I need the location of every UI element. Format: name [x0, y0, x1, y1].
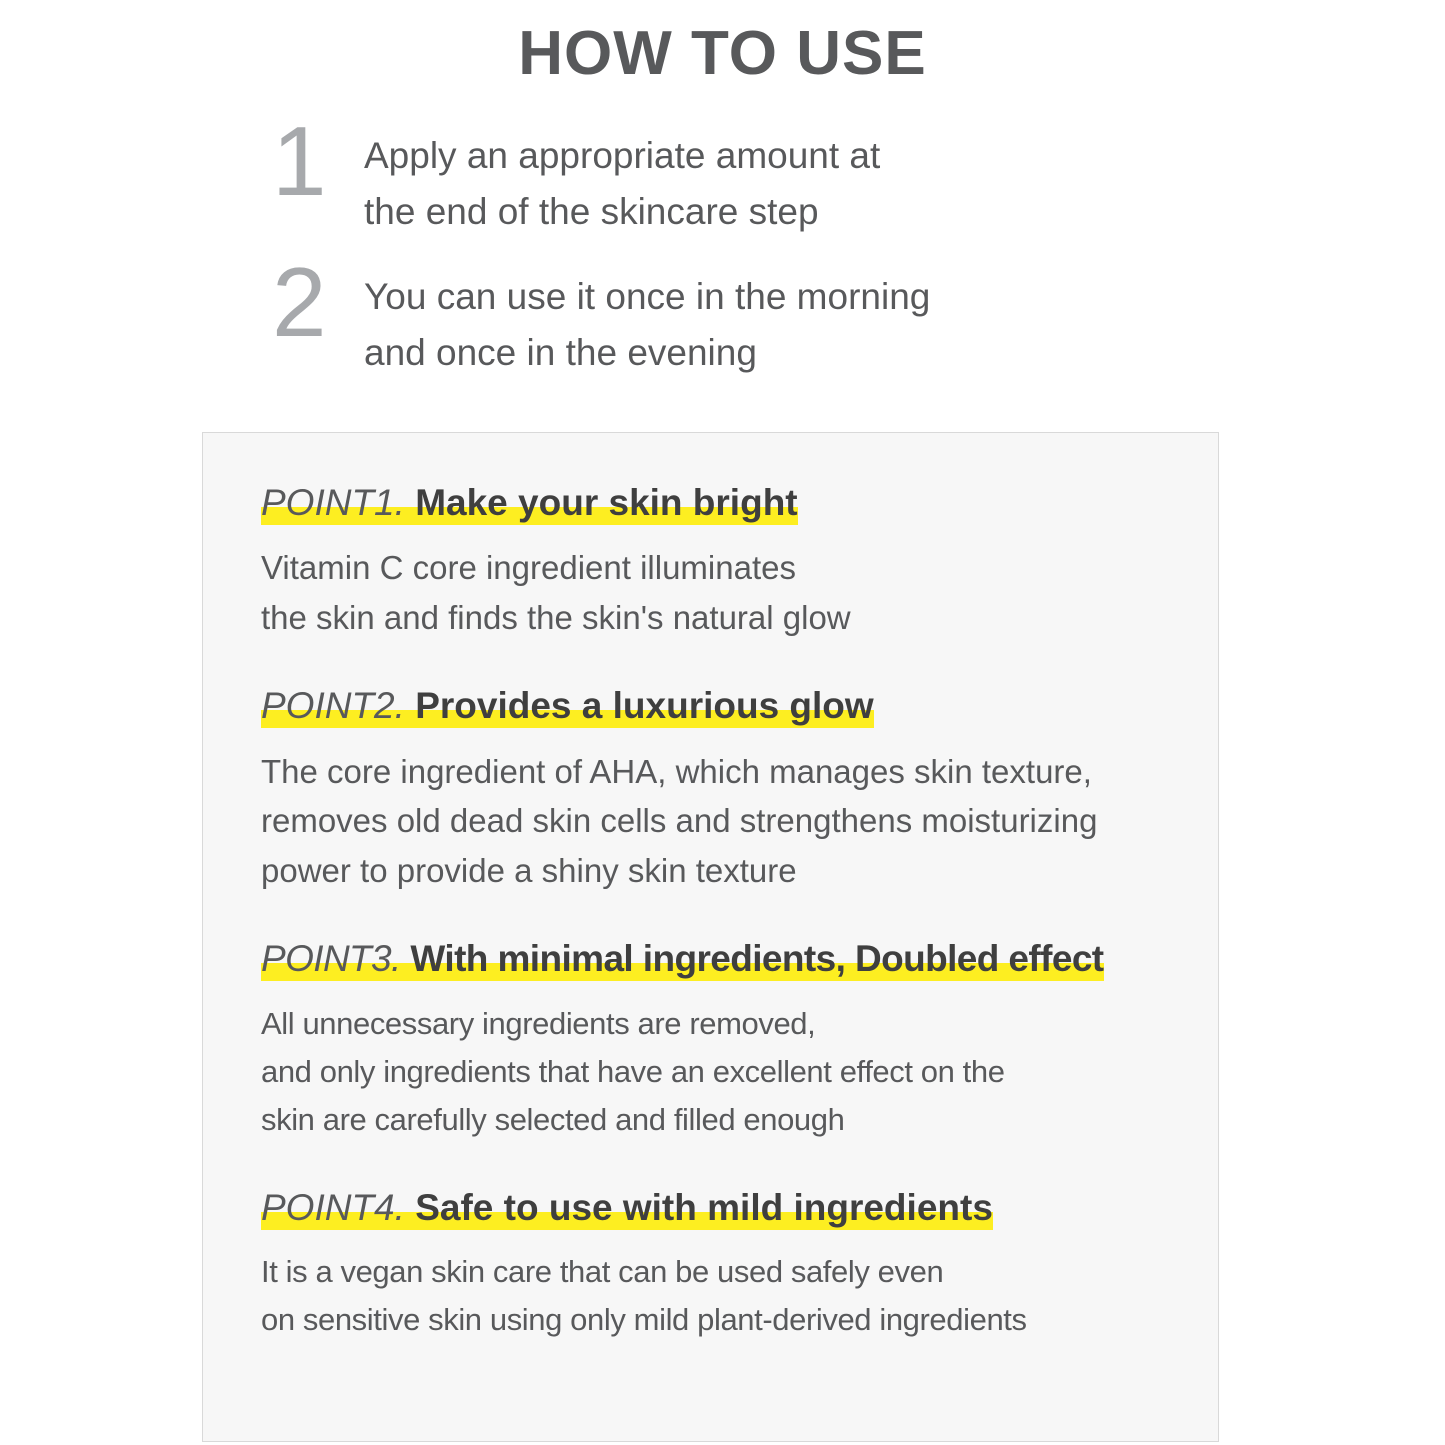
step-text-line: and once in the evening [364, 331, 757, 373]
point-heading-4 [261, 1186, 1160, 1230]
point-body-line: the skin and finds the skin's natural glow [261, 598, 851, 636]
step-text-line: Apply an appropriate amount at [364, 135, 881, 177]
step-number: 1 [272, 106, 327, 217]
step-text-line: You can use it once in the morning [364, 276, 931, 318]
point-label: POINT1. [261, 482, 405, 523]
steps-list [0, 106, 1445, 380]
point-body-line: skin are carefully selected and filled enough [261, 1101, 845, 1137]
point-highlight [261, 482, 798, 525]
point-label: POINT4. [261, 1186, 405, 1228]
point-body-line: Vitamin C core ingredient illuminates [261, 549, 796, 587]
step-text [364, 257, 930, 380]
step-item [272, 247, 1445, 380]
step-text [364, 116, 880, 239]
point-body-line: on sensitive skin using only mild plant-derived ingredients [261, 1302, 1027, 1338]
step-item [272, 106, 1445, 239]
step-text-line: the end of the skincare step [364, 190, 819, 232]
point-title: Make your skin bright [415, 482, 798, 523]
point-body-2 [261, 747, 1160, 896]
points-panel [202, 432, 1219, 1442]
point-heading-1 [261, 481, 1160, 525]
point-body-line: All unnecessary ingredients are removed, [261, 1005, 816, 1041]
point-body-4 [261, 1248, 1160, 1344]
point-title: Safe to use with mild ingredients [415, 1186, 993, 1228]
point-highlight [261, 685, 874, 728]
point-body-line: It is a vegan skin care that can be used safely even [261, 1254, 944, 1290]
point-title: With minimal ingredients, Doubled effect [410, 938, 1104, 980]
point-highlight [261, 938, 1104, 981]
point-heading-3 [261, 937, 1160, 981]
point-body-3 [261, 1000, 1160, 1144]
point-heading-2 [261, 684, 1160, 728]
point-label: POINT3. [261, 938, 401, 980]
point-highlight [261, 1187, 993, 1230]
point-body-line: removes old dead skin cells and strengthens moisturizing [261, 802, 1098, 840]
point-body-line: The core ingredient of AHA, which manages skin texture, [261, 752, 1092, 790]
point-body-1 [261, 543, 1160, 642]
point-body-line: and only ingredients that have an excellent effect on the [261, 1053, 1005, 1089]
point-label: POINT2. [261, 685, 405, 727]
page-title: HOW TO USE [518, 19, 927, 88]
point-title: Provides a luxurious glow [415, 685, 874, 727]
step-number: 2 [272, 247, 327, 358]
point-body-line: power to provide a shiny skin texture [261, 851, 797, 889]
